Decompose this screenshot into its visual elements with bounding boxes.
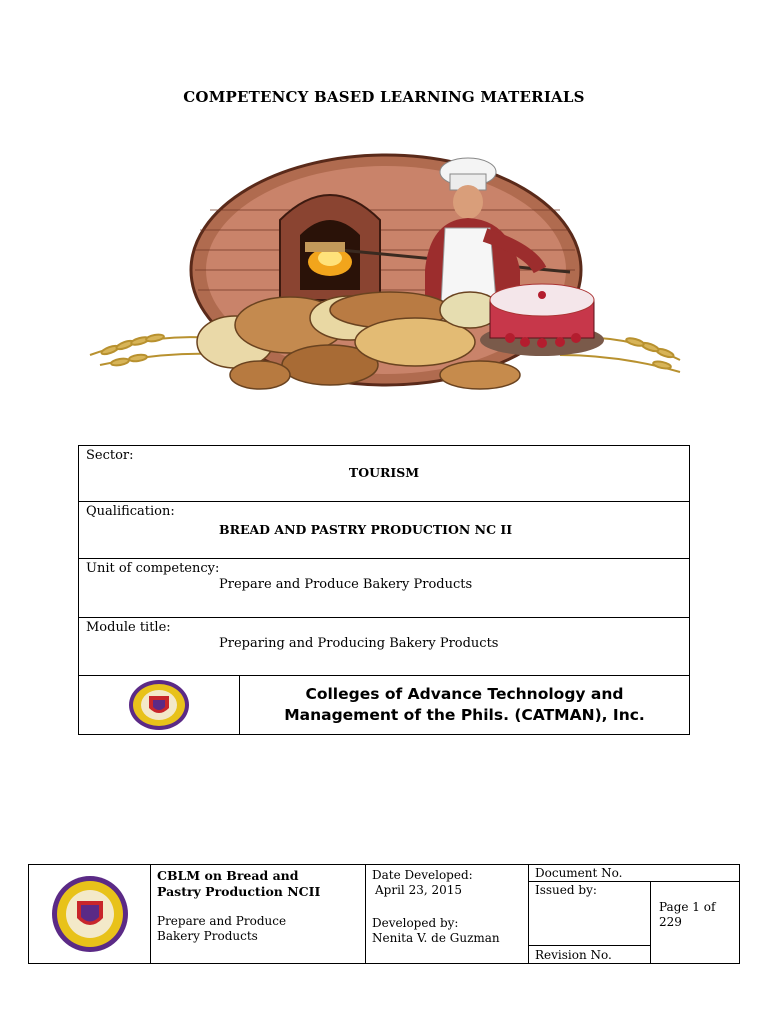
- sector-value: TOURISM: [348, 465, 420, 480]
- unit-label: Unit of competency:: [86, 561, 220, 576]
- cblm-line2: Pastry Production NCII: [157, 884, 321, 899]
- sector-cell: [79, 446, 690, 502]
- page-cell: [651, 882, 740, 964]
- developed-by-value: Nenita V. de Guzman: [372, 931, 500, 945]
- date-developed-label: Date Developed:: [372, 868, 473, 882]
- revision-no-label: Revision No.: [535, 948, 612, 962]
- module-info-table: [78, 445, 690, 735]
- footer-seal-icon: [50, 874, 130, 954]
- school-seal-icon: [127, 678, 191, 732]
- unit-value: Prepare and Produce Bakery Products: [219, 577, 473, 592]
- qualification-value: BREAD AND PASTRY PRODUCTION NC II: [219, 522, 513, 537]
- page-number-label: Page 1 of 229: [659, 900, 716, 929]
- document-no-cell: [529, 865, 740, 882]
- document-no-label: Document No.: [535, 866, 623, 880]
- seal-cell: [79, 676, 240, 735]
- institution-name-line2: Management of the Phils. (CATMAN), Inc.: [284, 706, 645, 724]
- footer-module-line1: Prepare and Produce: [157, 914, 287, 928]
- footer-seal-cell: [29, 865, 151, 964]
- footer-module-line2: Bakery Products: [157, 929, 258, 943]
- unit-cell: [79, 559, 690, 618]
- institution-name-line1: Colleges of Advance Technology and: [305, 685, 624, 703]
- cblm-line1: CBLM on Bread and: [157, 868, 299, 883]
- qualification-cell: [79, 502, 690, 559]
- sector-label: Sector:: [86, 448, 134, 463]
- module-value: Preparing and Producing Bakery Products: [219, 636, 499, 651]
- revision-cell: [529, 946, 651, 964]
- document-title: COMPETENCY BASED LEARNING MATERIALS: [183, 88, 585, 106]
- date-developed-value: April 23, 2015: [375, 883, 463, 897]
- module-cell: [79, 618, 690, 676]
- footer-date-cell: [366, 865, 529, 964]
- bakery-illustration: [80, 150, 692, 405]
- footer-cblm-cell: [151, 865, 366, 964]
- issued-by-cell: [529, 882, 651, 946]
- qualification-label: Qualification:: [86, 504, 175, 519]
- issued-by-label: Issued by:: [535, 883, 597, 897]
- module-label: Module title:: [86, 620, 171, 635]
- developed-by-label: Developed by:: [372, 916, 459, 930]
- document-footer-table: [28, 864, 740, 964]
- institution-cell: [240, 676, 690, 735]
